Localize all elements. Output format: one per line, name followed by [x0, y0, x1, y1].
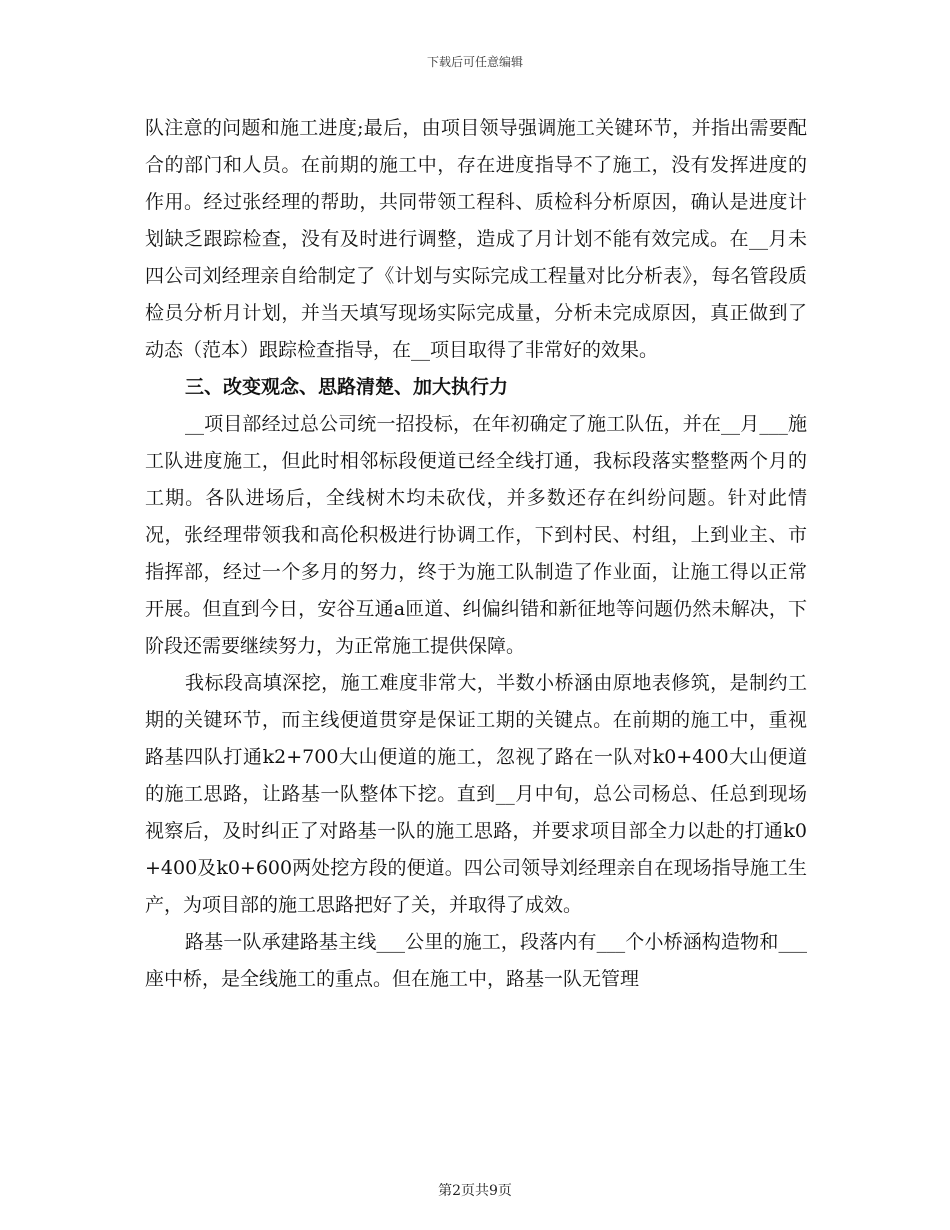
document-body	[145, 110, 807, 998]
header-note: 下载后可任意编辑	[426, 55, 523, 69]
section-heading-3: 三、改变观念、思路清楚、加大执行力	[185, 376, 509, 398]
paragraph-2: __项目部经过总公司统一招投标，在年初确定了施工队伍，并在__月___施工队进度施工，但此时相邻标段便道已经全线打通，我标段落实整整两个月的工期。各队进场后，全线树木均未砍伐，并多数还存在纠纷问题。针对此情况，张经理带领我和高伦积极进行协调工作，下到村民、村组，上到业主、市指挥部，经过一个多月的努力，终于为施工队制造了作业面，让施工得以正常开展。但直到今日，安谷互通a匝道、纠偏纠错和新征地等问题仍然未解决，下阶段还需要继续努力，为正常施工提供保障。	[145, 413, 807, 657]
paragraph-3: 我标段高填深挖，施工难度非常大，半数小桥涵由原地表修筑，是制约工期的关键环节，而主线便道贯穿是保证工期的关键点。在前期的施工中，重视路基四队打通k2+700大山便道的施工，忽视了路在一队对k0+400大山便道的施工思路，让路基一队整体下挖。直到__月中旬，总公司杨总、任总到现场视察后，及时纠正了对路基一队的施工思路，并要求项目部全力以赴的打通k0+400及k0+600两处挖方段的便道。四公司领导刘经理亲自在现场指导施工生产，为项目部的施工思路把好了关，并取得了成效。	[145, 672, 807, 916]
paragraph-1: 队注意的问题和施工进度;最后，由项目领导强调施工关键环节，并指出需要配合的部门和人员。在前期的施工中，存在进度指导不了施工，没有发挥进度的作用。经过张经理的帮助，共同带领工程科、质检科分析原因，确认是进度计划缺乏跟踪检查，没有及时进行调整，造成了月计划不能有效完成。在__月未四公司刘经理亲自给制定了《计划与实际完成工程量对比分析表》，每名管段质检员分析月计划，并当天填写现场实际完成量，分析未完成原因，真正做到了动态（范本）跟踪检查指导，在__项目取得了非常好的效果。	[145, 117, 807, 361]
paragraph-4: 路基一队承建路基主线___公里的施工，段落内有___个小桥涵构造物和___座中桥，是全线施工的重点。但在施工中，路基一队无管理	[145, 931, 807, 990]
page-number: 第2页共9页	[438, 1183, 512, 1199]
